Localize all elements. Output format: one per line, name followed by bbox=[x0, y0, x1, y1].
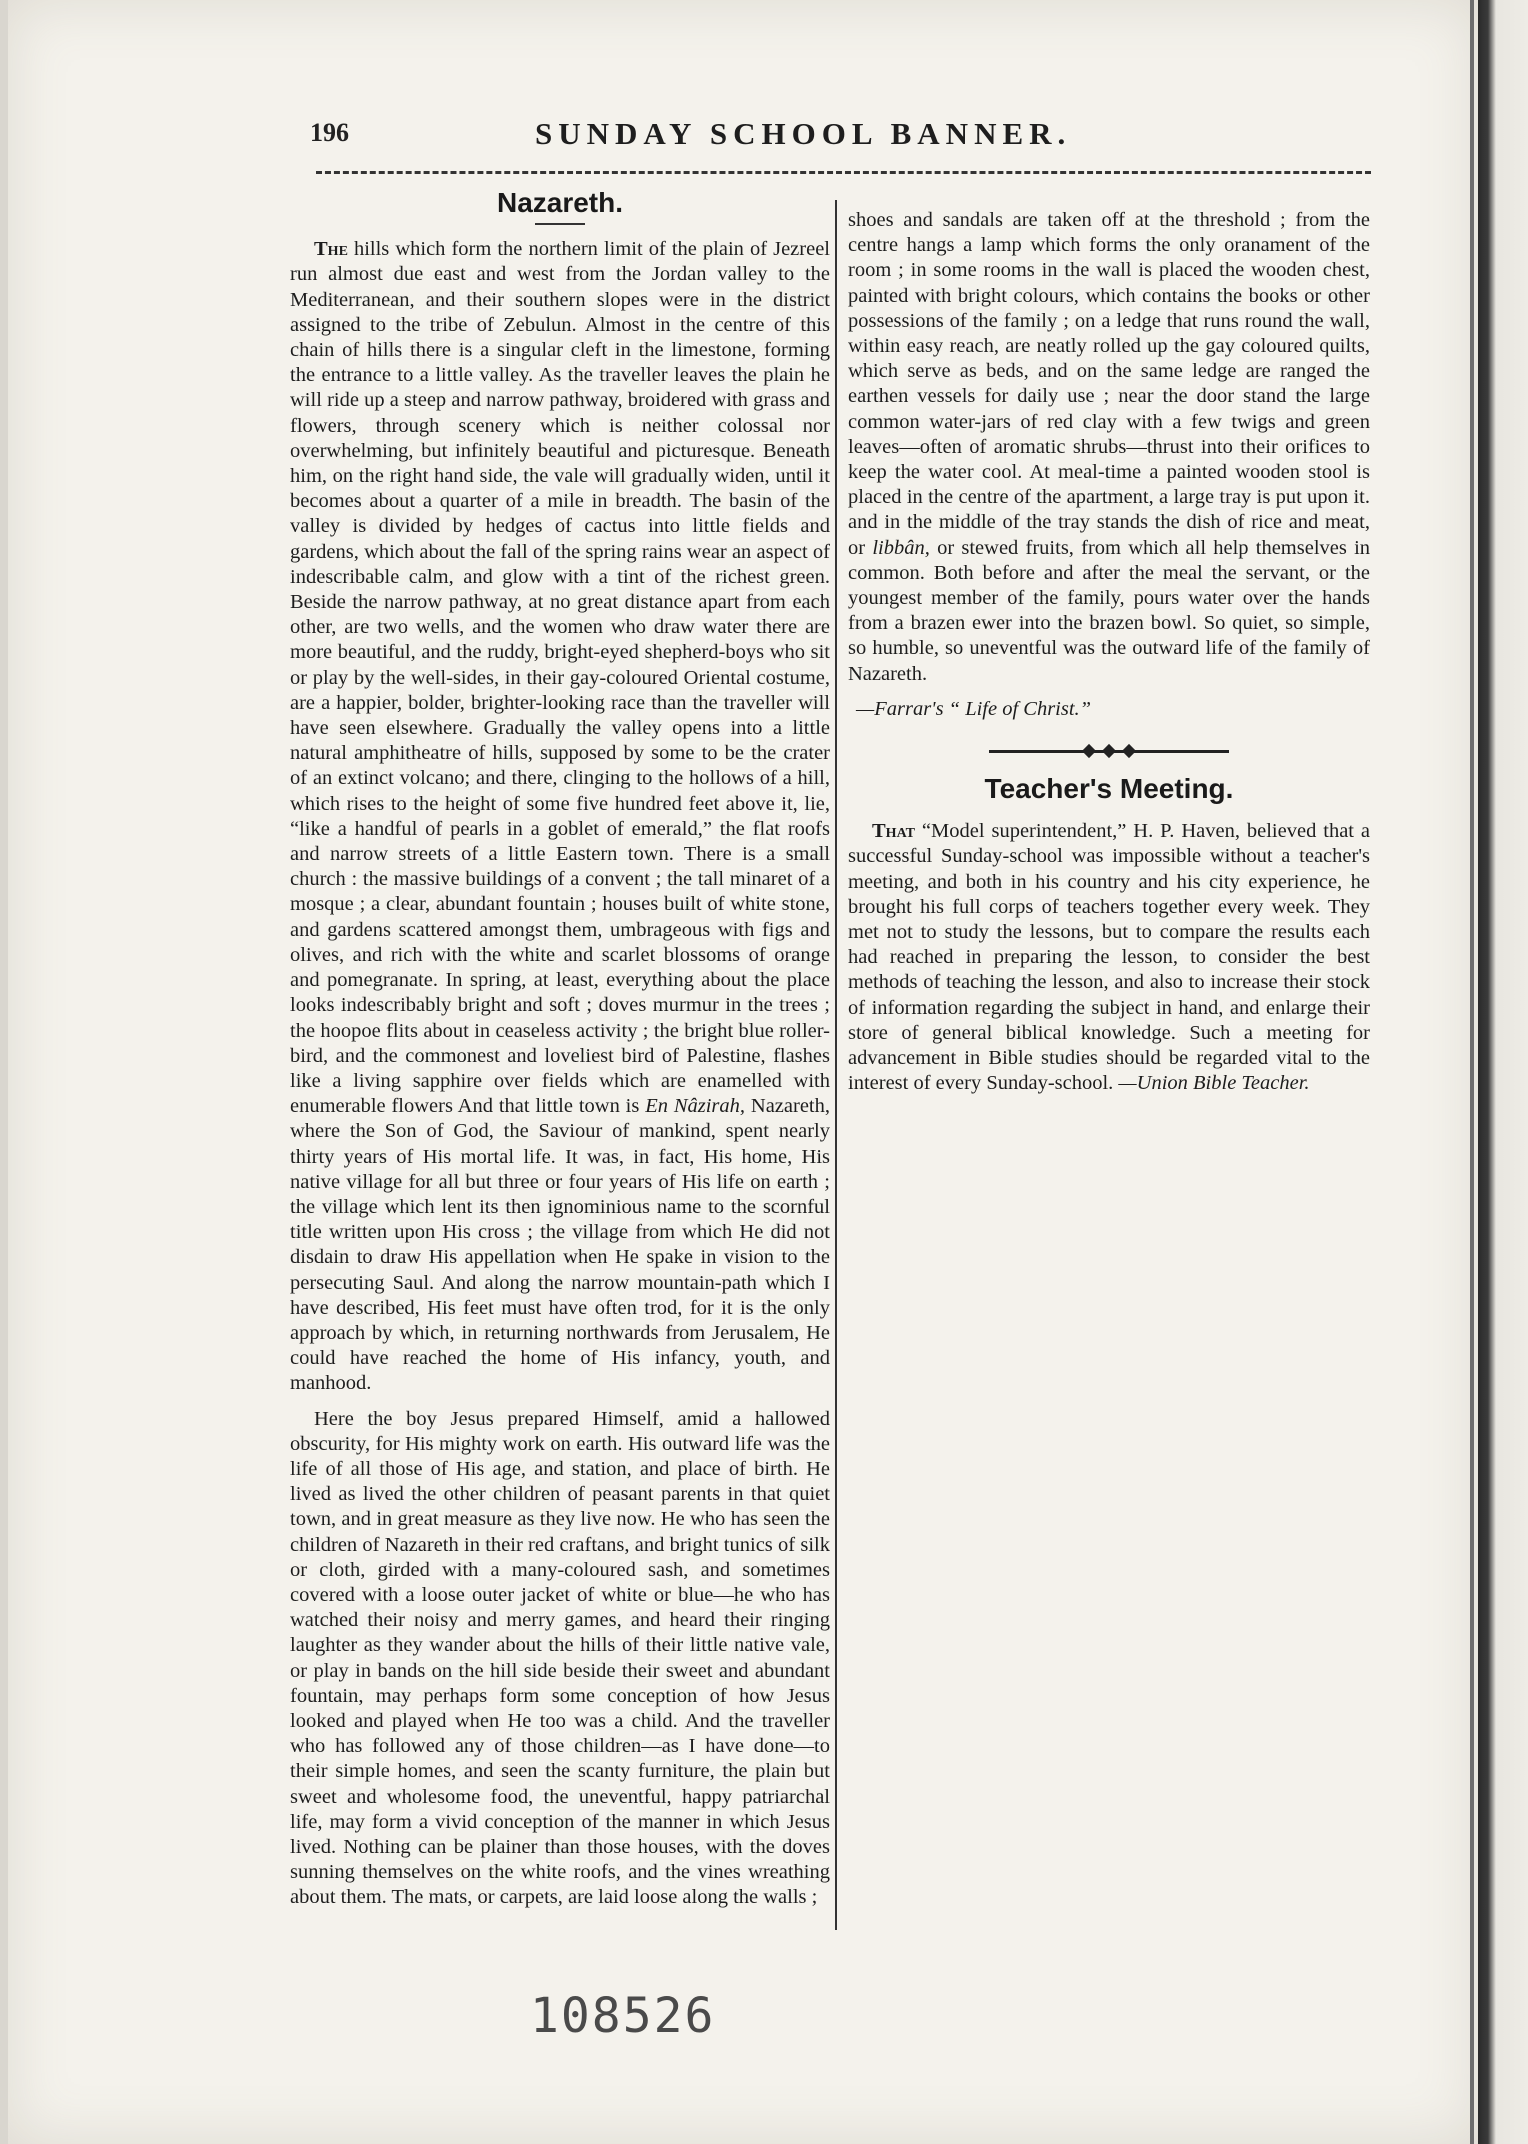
place-name-italic: En Nâzirah, bbox=[645, 1095, 746, 1118]
nazareth-source: —Farrar's “ Life of Christ.” bbox=[856, 697, 1092, 720]
spacer bbox=[848, 809, 1370, 819]
teachers-meeting-paragraph bbox=[848, 819, 1370, 1096]
paragraph-text: Here the boy Jesus prepared Himself, amid a hallowed obscurity, for His mighty work on earth. His outward life was the life of all those of His age, and station, and place of birth. He lived as lived the other children of peasant parents in that quiet town, and in great measure as they live now. He who has seen the children of Nazareth in their red craftans, and bright tunics of silk or cloth, girded with a many-coloured sash, and sometimes covered with a loose outer jacket of white or blue—he who has watched their noisy and merry games, and heard their ringing laughter as they wander about the hills of their little native vale, or play in bands on the hill side beside their sweet and abundant fountain, may perhaps form some conception of how Jesus looked and played when He too was a child. And the traveller who has followed any of those children—as I have done—to their simple homes, and seen the scanty furniture, the plain but sweet and wholesome food, the uneventful, happy patriarchal life, may form a vivid conception of the manner in which Jesus lived. Nothing can be plainer than those houses, with the doves sunning themselves on the white roofs, and the vines wreathing about them. The mats, or carpets, are laid loose along the walls ; bbox=[290, 1407, 830, 1909]
left-column bbox=[290, 187, 831, 1921]
nazareth-paragraph-2 bbox=[290, 1407, 830, 1911]
scan-margin bbox=[1478, 0, 1528, 2144]
right-column bbox=[848, 208, 1370, 1107]
header-rule bbox=[316, 171, 1371, 174]
article-title-teachers-meeting: Teacher's Meeting. bbox=[984, 773, 1234, 805]
paragraph-text-end: Nazareth, where the Son of God, the Saviour of mankind, spent nearly thirty years of His mortal life. It was, in fact, His home, His native village for all but three or four years of His life on earth ; the village which lent its then ignominious name to the scornful title written upon His cross ; the village from which He did not disdain to draw His appellation when He spake in vision to the persecuting Saul. And along the narrow mountain-path which I have described, His feet must have often trod, for it is the only approach by which, in returning northwards from Jerusalem, He could have reached the home of His infancy, youth, and manhood. bbox=[290, 1095, 831, 1395]
column-divider bbox=[835, 200, 837, 1930]
page-number: 196 bbox=[310, 118, 349, 147]
nazareth-paragraph-1 bbox=[290, 237, 830, 1396]
ornament-dot bbox=[1102, 744, 1116, 758]
ornament-dot bbox=[1082, 744, 1096, 758]
paragraph-text-end: or stewed fruits, from which all help themselves in common. Both before and after the meal the servant, or the youngest member of the family, pours water over the hands from a brazen ewer into the brazen bowl. So quiet, so simple, so humble, so uneventful was the outward life of the family of Nazareth. bbox=[848, 536, 1371, 685]
lead-word: That bbox=[872, 820, 915, 843]
paragraph-text-continued: shoes and sandals are taken off at the threshold ; from the centre hangs a lamp which forms the only oranament of the room ; in some rooms in the wall is placed the wooden chest, painted with bright colours, which contains the books or other possessions of the family ; on a ledge that runs round the wall, within easy reach, are neatly rolled up the gay coloured quilts, which serve as beds, and on the same ledge are ranged the earthen vessels for daily use ; near the door stand the large common water-jars of red clay with a few twigs and green leaves—often of aromatic shrubs—thrust into their orifices to keep the water cool. At meal-time a painted wooden stool is placed in the centre of the apartment, a large tray is put upon it. and in the middle of the tray stands the dish of rice and meat, or bbox=[848, 209, 1370, 559]
ornament-dot bbox=[1122, 744, 1136, 758]
lead-word: The bbox=[314, 238, 348, 261]
paragraph-text: hills which form the northern limit of the plain of Jezreel run almost due east and west from the Jordan valley to the Mediterranean, and their southern slopes were in the district assigned to the tribe of Zebulun. Almost in the centre of this chain of hills there is a singular cleft in the limestone, forming the entrance to a little valley. As the traveller leaves the plain he will ride up a steep and narrow pathway, broidered with grass and flowers, through scenery which is neither colossal nor overwhelming, but infinitely beautiful and picturesque. Beneath him, on the right hand side, the vale will gradually widen, until it becomes about a quarter of a mile in breadth. The basin of the valley is divided by hedges of cactus into little fields and gardens, which about the fall of the spring rains wear an aspect of indescribable calm, and glow with a tint of the richest green. Beside the narrow pathway, at no great distance apart from each other, are two wells, and the women who draw water there are more beautiful, and the ruddy, bright-eyed shepherd-boys who sit or play by the well-sides, in their gay-coloured Oriental costume, are a happier, bolder, brighter-looking race than the traveller will have seen elsewhere. Gradually the valley opens into a little natural amphitheatre of hills, supposed by some to be the crater of an extinct volcano; and there, clinging to the hollows of a hill, which rises to the height of some five hundred feet above it, lie, “like a handful of pearls in a goblet of emerald,” the flat roofs and narrow streets of a little Eastern town. There is a small church : the massive buildings of a convent ; the tall minaret of a mosque ; a clear, abundant fountain ; houses built of white stone, and gardens scattered amongst them, umbrageous with figs and olives, and rich with the white and scarlet blossoms of orange and pomegranate. In spring, at least, everything about the place looks indescribably bright and soft ; doves murmur in the trees ; the hoopoe flits about in ceaseless activity ; the bright blue roller-bird, and the commonest and loveliest bird of Palestine, flashes like a living sapphire over fields which are enamelled with enumerable flowers And that little town is bbox=[290, 238, 830, 1118]
teachers-meeting-source: —Union Bible Teacher. bbox=[1118, 1072, 1310, 1095]
page-header bbox=[310, 118, 1370, 158]
page-edge-shadow bbox=[1470, 0, 1474, 2144]
running-title: SUNDAY SCHOOL BANNER. bbox=[535, 116, 1072, 151]
accession-stamp: 108526 bbox=[530, 1988, 716, 2044]
title-rule bbox=[535, 223, 585, 225]
nazareth-paragraph-2-end bbox=[848, 208, 1370, 687]
article-title-nazareth: Nazareth. bbox=[496, 187, 624, 218]
section-ornament bbox=[989, 744, 1229, 758]
food-name-italic: libbân, bbox=[872, 536, 930, 559]
paragraph-text: “Model superintendent,” H. P. Haven, believed that a successful Sunday-school was impossible without a teacher's meeting, and both in his country and his city experience, he brought his full corps of teachers together every week. They met not to study the lessons, but to compare the results each had reached in preparing the lesson, to consider the best methods of teaching the lesson, and also to increase their stock of information regarding the subject in hand, and enlarge their store of general biblical knowledge. Such a meeting for advancement in Bible studies should be regarded vital to the interest of every Sunday-school. bbox=[848, 820, 1371, 1095]
